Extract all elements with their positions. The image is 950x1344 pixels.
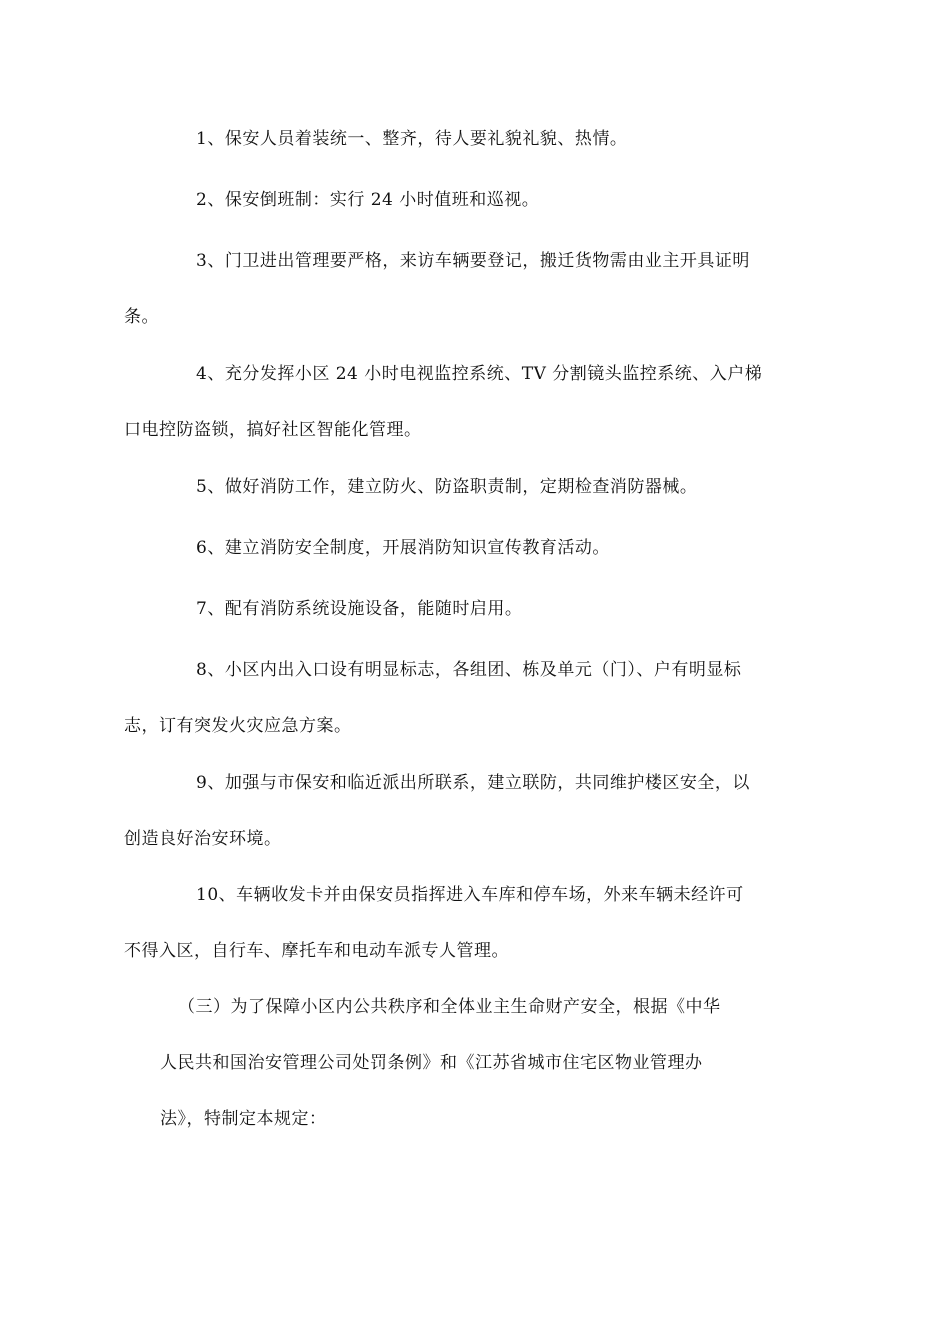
paragraph-line: 不得入区，自行车、摩托车和电动车派专人管理。 — [124, 941, 509, 961]
paragraph-line: 2、保安倒班制：实行 24 小时值班和巡视。 — [196, 190, 540, 210]
paragraph-1 — [160, 111, 810, 167]
paragraph-line: 创造良好治安环境。 — [124, 829, 282, 849]
paragraph-line: 条。 — [124, 307, 159, 327]
paragraph-line: 口电控防盗锁，搞好社区智能化管理。 — [124, 420, 422, 440]
paragraph-line: 7、配有消防系统设施设备，能随时启用。 — [196, 599, 523, 619]
paragraph-9 — [124, 755, 810, 867]
paragraph-5 — [160, 459, 810, 515]
paragraph-10 — [124, 867, 810, 979]
paragraph-line: 10、车辆收发卡并由保安员指挥进入车库和停车场，外来车辆未经许可 — [196, 885, 744, 905]
paragraph-line: 9、加强与市保安和临近派出所联系，建立联防，共同维护楼区安全，以 — [196, 773, 750, 793]
paragraph-3 — [124, 233, 810, 345]
paragraph-line: 5、做好消防工作，建立防火、防盗职责制，定期检查消防器械。 — [196, 477, 698, 497]
paragraph-line: 4、充分发挥小区 24 小时电视监控系统、TV 分割镜头监控系统、入户梯 — [196, 364, 763, 384]
paragraph-8 — [124, 642, 810, 754]
paragraph-line: 志，订有突发火灾应急方案。 — [124, 716, 352, 736]
paragraph-line: 3、门卫进出管理要严格，来访车辆要登记，搬迁货物需由业主开具证明 — [196, 251, 750, 271]
paragraph-line: 法》，特制定本规定： — [160, 1109, 327, 1129]
paragraph-line: 6、建立消防安全制度，开展消防知识宣传教育活动。 — [196, 538, 610, 558]
paragraph-7 — [160, 581, 810, 637]
paragraph-section-3 — [160, 979, 828, 1147]
paragraph-line: 1、保安人员着装统一、整齐，待人要礼貌礼貌、热情。 — [196, 129, 628, 149]
paragraph-4 — [124, 346, 810, 458]
paragraph-line: 人民共和国治安管理公司处罚条例》和《江苏省城市住宅区物业管理办 — [160, 1053, 703, 1073]
paragraph-line: （三）为了保障小区内公共秩序和全体业主生命财产安全，根据《中华 — [178, 997, 721, 1017]
paragraph-line: 8、小区内出入口设有明显标志，各组团、栋及单元（门）、户有明显标 — [196, 660, 742, 680]
paragraph-6 — [160, 520, 810, 576]
paragraph-2 — [160, 172, 810, 228]
